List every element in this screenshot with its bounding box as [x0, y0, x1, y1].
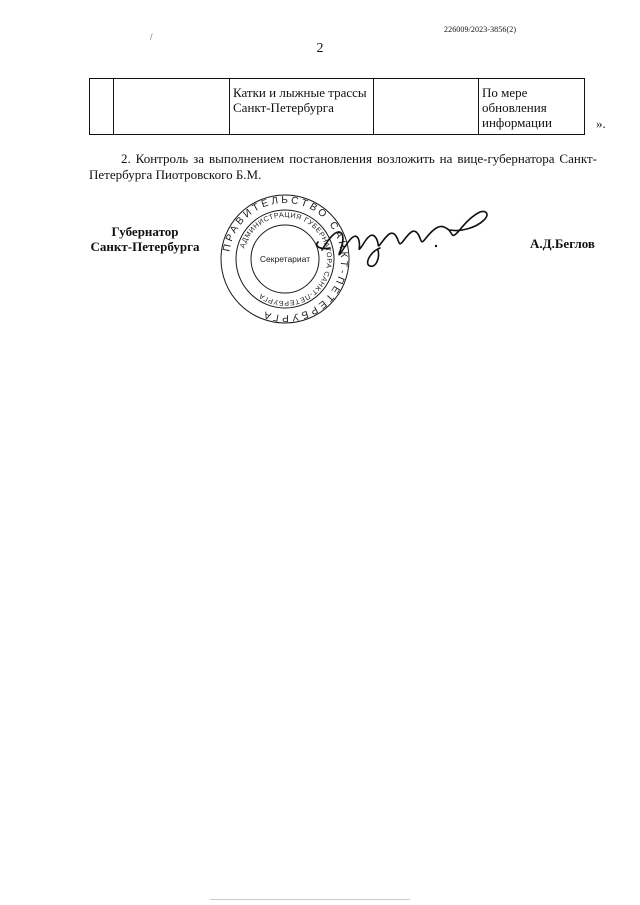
- signatory-name: А.Д.Беглов: [530, 236, 595, 251]
- document-table: [89, 78, 585, 135]
- signatory-title-line1: Губернатор: [111, 224, 179, 239]
- stray-mark: /: [150, 32, 153, 42]
- seal-inner-text: АДМИНИСТРАЦИЯ ГУБЕРНАТОРА САНКТ-ПЕТЕРБУРГА: [239, 211, 333, 307]
- table-cell: По мере обновления информации: [479, 79, 585, 135]
- document-number: 226009/2023-3856(2): [444, 25, 517, 34]
- table-cell: [374, 79, 479, 135]
- table-row: [90, 79, 585, 135]
- seal-outer-text: ПРАВИТЕЛЬСТВО САНКТ-ПЕТЕРБУРГА: [221, 194, 350, 324]
- table-cell: [90, 79, 114, 135]
- page-number: 2: [316, 41, 324, 56]
- seal-center-text: Секретариат: [259, 254, 311, 264]
- signatory-title: [90, 224, 200, 254]
- table-cell: Катки и лыжные трассы Санкт-Петербурга: [230, 79, 374, 135]
- handwritten-signature-icon: [300, 198, 500, 273]
- table-cell: [114, 79, 230, 135]
- control-paragraph: 2. Контроль за выполнением постановления возложить на вице-губернатора Санкт-Петербурга Пиотровского Б.М.: [89, 151, 597, 182]
- bottom-divider: [210, 899, 410, 900]
- closing-quote: ».: [596, 116, 606, 131]
- signatory-title-line2: Санкт-Петербурга: [90, 239, 200, 254]
